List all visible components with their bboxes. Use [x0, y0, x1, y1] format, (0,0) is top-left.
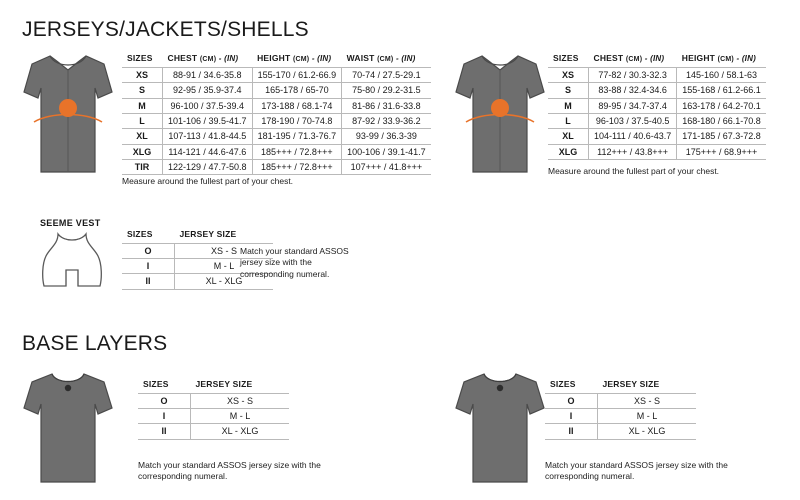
page-title-base-layers: BASE LAYERS: [22, 332, 168, 355]
cell-numeral: O: [138, 393, 191, 408]
cell-chest: 92-95 / 35.9-37.4: [163, 83, 253, 98]
col-jersey-size: JERSEY SIZE: [175, 228, 274, 243]
table-row: [122, 68, 431, 83]
cell-waist: 100-106 / 39.1-41.7: [342, 144, 431, 159]
cell-size: XLG: [548, 144, 589, 159]
cell-jersey-size: M - L: [175, 259, 274, 274]
table-header-row: [122, 52, 431, 68]
table-header-row: [122, 228, 273, 243]
cell-chest: 101-106 / 39.5-41.7: [163, 114, 253, 129]
col-jersey-size: JERSEY SIZE: [191, 378, 290, 393]
table-row: [122, 129, 431, 144]
col-jersey-size: JERSEY SIZE: [598, 378, 697, 393]
cell-chest: 114-121 / 44.6-47.6: [163, 144, 253, 159]
cell-height: 181-195 / 71.3-76.7: [252, 129, 342, 144]
cell-size: TIR: [122, 160, 163, 175]
table-row: [548, 129, 766, 144]
cell-numeral: O: [545, 393, 598, 408]
cell-height: 171-185 / 67.3-72.8: [677, 129, 766, 144]
cell-size: XL: [548, 129, 589, 144]
cell-waist: 75-80 / 29.2-31.5: [342, 83, 431, 98]
col-sizes: SIZES: [545, 378, 598, 393]
cell-numeral: I: [138, 409, 191, 424]
cell-size: XS: [548, 68, 589, 83]
table-row: [548, 114, 766, 129]
col-waist: WAIST (CM) - (IN): [342, 52, 431, 68]
table-row: [122, 114, 431, 129]
womens-chest-measure-note: Measure around the fullest part of your chest.: [548, 166, 720, 176]
cell-waist: 81-86 / 31.6-33.8: [342, 98, 431, 113]
cell-waist: 87-92 / 33.9-36.2: [342, 114, 431, 129]
cell-height: 163-178 / 64.2-70.1: [677, 98, 766, 113]
cell-numeral: II: [122, 274, 175, 289]
table-row: [122, 83, 431, 98]
table-row: [138, 424, 289, 439]
col-height: HEIGHT (CM) - (IN): [677, 52, 766, 68]
cell-chest: 122-129 / 47.7-50.8: [163, 160, 253, 175]
mens-base-layer-illustration: [20, 368, 116, 488]
cell-numeral: I: [122, 259, 175, 274]
womens-base-layer-match-note: Match your standard ASSOS jersey size with the corresponding numeral.: [545, 460, 728, 482]
womens-base-layer-illustration: [452, 368, 548, 488]
cell-chest: 96-103 / 37.5-40.5: [589, 114, 677, 129]
cell-chest: 112+++ / 43.8+++: [589, 144, 677, 159]
table-row: [545, 409, 696, 424]
cell-height: 168-180 / 66.1-70.8: [677, 114, 766, 129]
mens-chest-measure-note: Measure around the fullest part of your chest.: [122, 176, 294, 186]
cell-height: 178-190 / 70-74.8: [252, 114, 342, 129]
cell-height: 145-160 / 58.1-63: [677, 68, 766, 83]
cell-chest: 96-100 / 37.5-39.4: [163, 98, 253, 113]
womens-base-layer-size-table: [545, 378, 696, 440]
cell-numeral: II: [138, 424, 191, 439]
col-sizes: SIZES: [548, 52, 589, 68]
cell-jersey-size: XL - XLG: [175, 274, 274, 289]
cell-waist: 70-74 / 27.5-29.1: [342, 68, 431, 83]
cell-chest: 83-88 / 32.4-34.6: [589, 83, 677, 98]
table-row: [138, 409, 289, 424]
cell-chest: 88-91 / 34.6-35.8: [163, 68, 253, 83]
cell-size: XLG: [122, 144, 163, 159]
cell-size: L: [122, 114, 163, 129]
womens-jersey-size-table: [548, 52, 766, 160]
cell-height: 165-178 / 65-70: [252, 83, 342, 98]
cell-chest: 107-113 / 41.8-44.5: [163, 129, 253, 144]
cell-jersey-size: M - L: [191, 409, 290, 424]
table-header-row: [545, 378, 696, 393]
page-title-jerseys: JERSEYS/JACKETS/SHELLS: [22, 18, 309, 41]
cell-jersey-size: XL - XLG: [598, 424, 697, 439]
cell-jersey-size: M - L: [598, 409, 697, 424]
table-row: [138, 393, 289, 408]
cell-jersey-size: XS - S: [191, 393, 290, 408]
table-row: [122, 144, 431, 159]
seeme-vest-illustration: [36, 230, 108, 292]
cell-jersey-size: XS - S: [598, 393, 697, 408]
cell-chest: 104-111 / 40.6-43.7: [589, 129, 677, 144]
table-row: [548, 83, 766, 98]
cell-size: S: [122, 83, 163, 98]
cell-chest: 77-82 / 30.3-32.3: [589, 68, 677, 83]
mens-base-layer-size-table: [138, 378, 289, 440]
table-row: [548, 144, 766, 159]
col-chest: CHEST (CM) - (IN): [163, 52, 253, 68]
cell-size: L: [548, 114, 589, 129]
cell-height: 155-168 / 61.2-66.1: [677, 83, 766, 98]
cell-numeral: O: [122, 243, 175, 258]
cell-height: 185+++ / 72.8+++: [252, 144, 342, 159]
womens-jersey-illustration: [452, 48, 548, 178]
cell-height: 173-188 / 68.1-74: [252, 98, 342, 113]
mens-jersey-illustration: [20, 48, 116, 178]
col-sizes: SIZES: [122, 52, 163, 68]
cell-size: M: [548, 98, 589, 113]
table-row: [548, 98, 766, 113]
cell-numeral: II: [545, 424, 598, 439]
table-row: [122, 160, 431, 175]
cell-height: 185+++ / 72.8+++: [252, 160, 342, 175]
mens-jersey-size-table: [122, 52, 431, 175]
cell-numeral: I: [545, 409, 598, 424]
mens-base-layer-match-note: Match your standard ASSOS jersey size with the corresponding numeral.: [138, 460, 321, 482]
cell-size: M: [122, 98, 163, 113]
cell-chest: 89-95 / 34.7-37.4: [589, 98, 677, 113]
col-sizes: SIZES: [122, 228, 175, 243]
table-header-row: [548, 52, 766, 68]
col-chest: CHEST (CM) - (IN): [589, 52, 677, 68]
table-row: [548, 68, 766, 83]
col-height: HEIGHT (CM) - (IN): [252, 52, 342, 68]
cell-size: XS: [122, 68, 163, 83]
cell-waist: 107+++ / 41.8+++: [342, 160, 431, 175]
table-row: [545, 393, 696, 408]
cell-jersey-size: XL - XLG: [191, 424, 290, 439]
cell-waist: 93-99 / 36.3-39: [342, 129, 431, 144]
table-row: [545, 424, 696, 439]
table-row: [122, 98, 431, 113]
cell-size: XL: [122, 129, 163, 144]
table-header-row: [138, 378, 289, 393]
col-sizes: SIZES: [138, 378, 191, 393]
seeme-match-note: Match your standard ASSOS jersey size with the corresponding numeral.: [240, 246, 349, 279]
cell-height: 175+++ / 68.9+++: [677, 144, 766, 159]
cell-height: 155-170 / 61.2-66.9: [252, 68, 342, 83]
cell-size: S: [548, 83, 589, 98]
seeme-vest-label: SEEME VEST: [40, 218, 101, 228]
cell-jersey-size: XS - S: [175, 243, 274, 258]
